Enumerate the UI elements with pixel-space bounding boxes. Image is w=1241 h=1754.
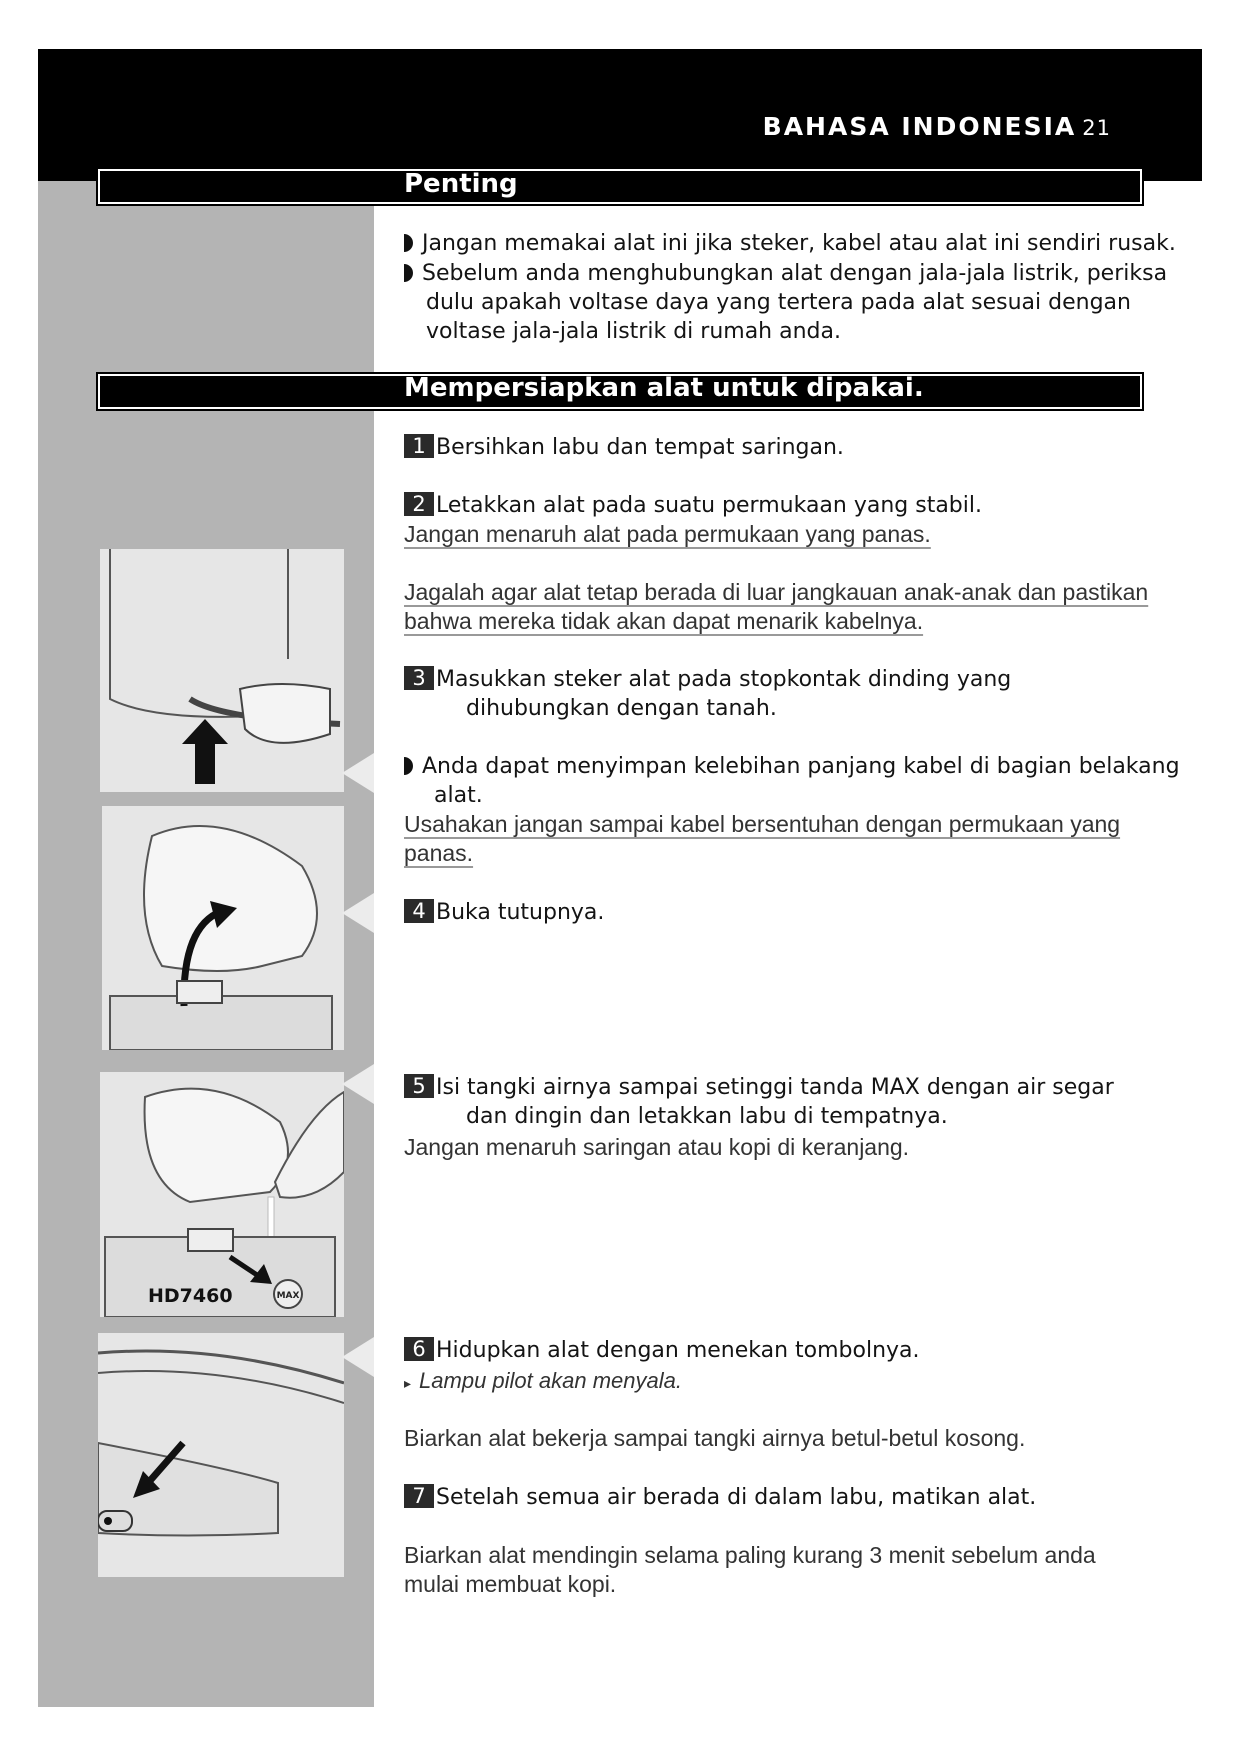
- note-children-warning: Jagalah agar alat tetap berada di luar jangkauan anak-anak dan pastikan bahwa mereka tidak akan dapat menarik kabelnya.: [404, 579, 1149, 634]
- bullet-icon: [404, 234, 413, 252]
- bullet-icon: [404, 264, 413, 282]
- illustration-plug-cord: [100, 549, 344, 792]
- illustration-switch-on: [98, 1333, 344, 1577]
- illustration-open-lid: [102, 806, 344, 1050]
- section-title-important: Penting: [404, 169, 518, 199]
- step-number: 2: [404, 492, 434, 516]
- pointer-step-3: [342, 753, 374, 793]
- section-bar-important: [98, 169, 1142, 204]
- triangle-bullet-icon: ▸: [404, 1375, 412, 1391]
- max-mark-label: MAX: [276, 1291, 300, 1301]
- step-number: 3: [404, 666, 434, 690]
- pointer-step-6: [342, 1337, 374, 1377]
- switch-illustration-svg: [98, 1333, 344, 1577]
- important-bullet-2: Sebelum anda menghubungkan alat dengan jala-jala listrik, periksa dulu apakah voltase daya yang tertera pada alat sesuai dengan voltase jala-jala listrik di rumah anda.: [404, 259, 1167, 346]
- language-title: BAHASA INDONESIA: [762, 112, 1077, 141]
- note-cool-down: Biarkan alat mendingin selama paling kurang 3 menit sebelum anda mulai membuat kopi.: [404, 1542, 1096, 1597]
- pilot-light-icon: [104, 1517, 112, 1525]
- note-surface-warning: Jangan menaruh alat pada permukaan yang panas.: [404, 521, 931, 547]
- model-label: HD7460: [148, 1285, 233, 1307]
- step-number: 5: [404, 1074, 434, 1098]
- illustration-fill-water: [100, 1072, 344, 1317]
- note-no-filter: Jangan menaruh saringan atau kopi di keranjang.: [404, 1134, 910, 1160]
- note-cord-storage: Anda dapat menyimpan kelebihan panjang kabel di bagian belakang alat.: [404, 752, 1180, 810]
- step-7: 7 Setelah semua air berada di dalam labu, matikan alat.: [404, 1483, 1036, 1512]
- note-let-run: Biarkan alat bekerja sampai tangki airnya betul-betul kosong.: [404, 1425, 1026, 1451]
- step-1: 1 Bersihkan labu dan tempat saringan.: [404, 433, 844, 462]
- step-number: 6: [404, 1337, 434, 1361]
- pointer-step-4: [342, 893, 374, 933]
- step-number: 1: [404, 434, 434, 458]
- pointer-step-5: [342, 1064, 374, 1104]
- note-cord-warning: Usahakan jangan sampai kabel bersentuhan dengan permukaan yang panas.: [404, 811, 1121, 866]
- page-header: [763, 112, 1111, 141]
- important-bullet-1: Jangan memakai alat ini jika steker, kabel atau alat ini sendiri rusak.: [404, 229, 1176, 258]
- up-arrow-icon: [182, 719, 228, 784]
- step-6: 6 Hidupkan alat dengan menekan tombolnya.: [404, 1336, 920, 1365]
- section-title-prepare: Mempersiapkan alat untuk dipakai.: [404, 373, 924, 403]
- step-3: 3 Masukkan steker alat pada stopkontak dinding yang dihubungkan dengan tanah.: [404, 665, 1011, 723]
- fill-illustration-svg: [100, 1072, 344, 1317]
- step-number: 7: [404, 1484, 434, 1508]
- lid-illustration-svg: [102, 806, 344, 1050]
- result-pilot-light: ▸ Lampu pilot akan menyala.: [404, 1368, 682, 1393]
- cord-illustration-svg: [100, 549, 344, 792]
- bullet-icon: [404, 757, 413, 775]
- step-2: 2 Letakkan alat pada suatu permukaan yang stabil.: [404, 491, 982, 520]
- step-4: 4 Buka tutupnya.: [404, 898, 604, 927]
- power-switch: [98, 1511, 132, 1531]
- page-number: 21: [1082, 116, 1111, 140]
- step-number: 4: [404, 899, 434, 923]
- step-5: 5 Isi tangki airnya sampai setinggi tanda MAX dengan air segar dan dingin dan letakkan labu di tempatnya.: [404, 1073, 1114, 1131]
